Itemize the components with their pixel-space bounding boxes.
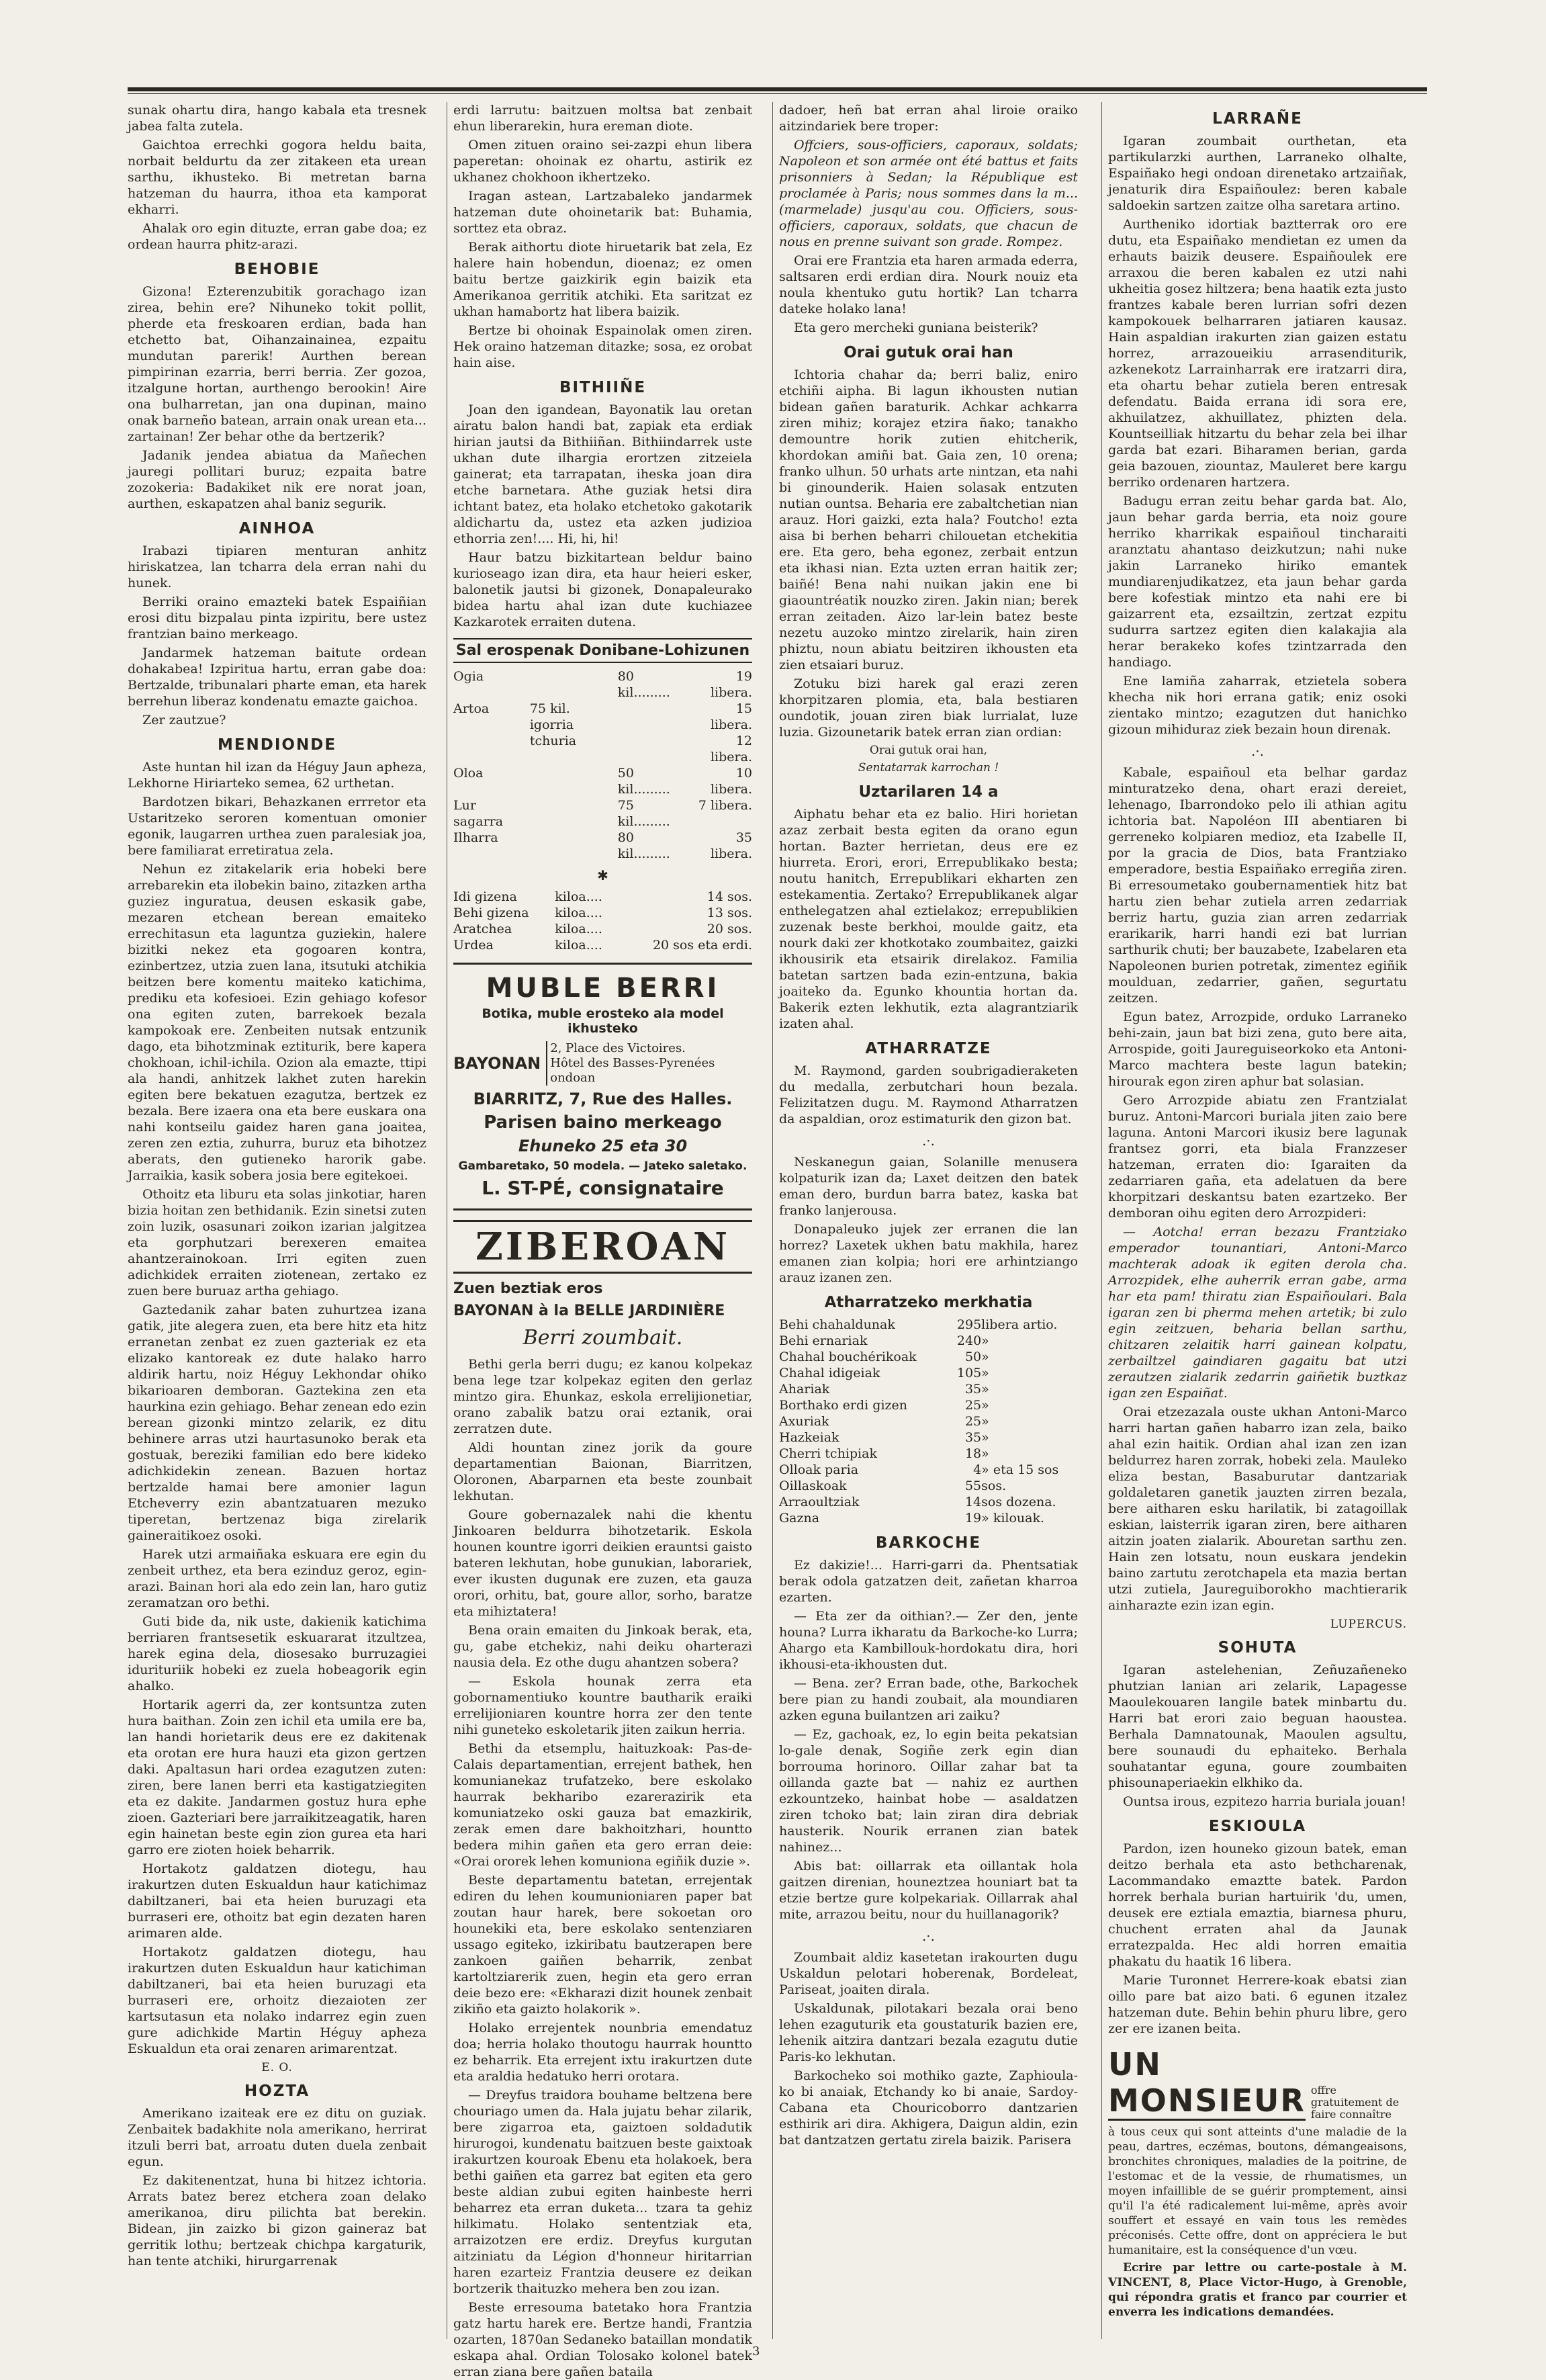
paragraph: Zoumbait aldiz kasetetan irakourten dugu Uskaldun pelotari hoberenak, Bordeleat, Pariseat, joaiten dirala.: [779, 1950, 1078, 1997]
paragraph: Abis bat: oillarrak eta oillantak hola gaitzen direnian, houneztzea houniart bat ta etzie bertze gure kolpekariak. Oillarrak ahal mite, arrazou beitu, nour du huillanagorik?: [779, 1859, 1078, 1922]
paragraph: Hortakotz galdatzen diotegu, hau irakurtzen duten Eskualdun haur katichimaz dabiltzaneri, bai eta heien buruzagi eta burraseri ere, othoitz bat egin dezaten haren arimaren alde.: [128, 1861, 426, 1941]
table-row: Urdea kiloa.... 20 sos eta erdi.: [453, 938, 752, 953]
paragraph: Berriki oraino emazteki batek Espaiñian erosi ditu bizpalau pinta izpiritu, bere ustez frantzian baino merkeago.: [128, 594, 426, 642]
paragraph: Egun batez, Arrozpide, orduko Larraneko behi-zain, jaun bat bizi zena, guto bere aita, Arrospide, goiti Jaureguiseorkoko eta Antoni-Marco machtera beste lagun batekin; hirourak egon ziren aphur bat solasian.: [1108, 1010, 1407, 1089]
paragraph: sunak ohartu dira, hango kabala eta tresnek jabea falta zutela.: [128, 103, 426, 134]
ad-prices: Ehuneko 25 eta 30: [518, 1137, 688, 1155]
section-heading: Uztarilaren 14 a: [858, 783, 999, 801]
paragraph: Joan den igandean, Bayonatik lau oretan airatu balon handi bat, zapiak eta erdiak hirian jautsi da Bithiiñan. Bithiindarrek uste ukhan dute ilhargia erortzen zitzeiela gainerat; eta tarrapatan, iheska joan dira etche barnetara. Athe guziak hetsi dira ichtant batez, eta holako etchetoko gakotarik aldichartu da, ustez eta azken judizioa ethorria zen!.... Hi, hi, hi!: [453, 402, 752, 546]
section-heading: LARRAÑE: [1212, 110, 1303, 128]
paragraph: — Ez, gachoak, ez, lo egin beita pekatsian lo-gale denak, Sogiñe zerk egin dian borrouma horinoro. Oillar zahar bat ta oillanda gazte bat — nahiz ez aurthen ezkountzeko, hainbat hobe — asaldatzen ziren tchoko bat; lain ziran dira debriak hausterik. Nourik erranen zian batek nahinez...: [779, 1727, 1078, 1855]
paragraph: Bethi da etsemplu, haituzkoak: Pas-de-Calais departamentian, errejent bathek, hen komunianekaz trufatzeko, bere eskolako haurrak bekharibo ezarerazirik eta komuniatzeko oski gauza bat emazkirik, zerak emen dare bakhoitzhari, hountto bedera mihin gañen eta gero erran deie: «Orai ororek lehen komuniona egiñik duzie ».: [453, 1741, 752, 1869]
ad-subtitle: Botika, muble erosteko ala model ikhusteko: [482, 1006, 724, 1036]
table-row: Behi gizena kiloa.... 13 sos.: [453, 906, 752, 920]
ziberoan-masthead: ZIBEROAN: [453, 1220, 752, 1274]
section-heading: MENDIONDE: [217, 736, 337, 754]
paragraph: Guti bide da, nik uste, dakienik katichima berriaren frantsesetik eskuararat itzultzea, harek egina dela, diosesako burruzagiei idurituriik hobeki ez zuela hobeagorik egin ahalko.: [128, 1614, 426, 1693]
section-heading: BARKOCHE: [875, 1534, 982, 1552]
section-heading: SOHUTA: [1218, 1639, 1298, 1657]
paragraph: Zotuku bizi harek gal erazi zeren khorpitzaren plomia, eta, bala bestiaren oundotik, jouan ziren biak lurrialat, luze luzia. Gizounetarik batek erran zian ordian:: [779, 676, 1078, 740]
paragraph: Hortarik agerri da, zer kontsuntza zuten hura baithan. Zoin zen ichil eta umila ere ba, lan handi horietarik deus ere ez dakitenak eta orotan ere hura hauzi eta gizon gertzen daki. Apaltasun hari ordea ezagutzen zuten: ziren, bere lanen berri eta kastigatziegiten eta ez dakite. Jandarmen gostuz hura ephe zioen. Gazteriari bere jarraikitzeagatik, haren egin hainetan beste egin zion gurea eta hari garro ere zioten hoiek beharrik.: [128, 1698, 426, 1857]
quote-line: Orai gutuk orai han,: [869, 744, 988, 757]
section-heading: HOZTA: [244, 2082, 310, 2100]
separator-ornament: ✱: [597, 867, 608, 883]
livestock-price-table: [779, 1317, 1078, 1526]
column-divider: [1101, 102, 1102, 2339]
table-row: Chahal idigeiak 105 »: [779, 1366, 989, 1380]
paragraph: Uskaldunak, pilotakari bezala orai beno lehen ezaguturik eta goustaturik bazien ere, lehenik aitzira dantzari bezala ezagutu dutie Paris-ko lekhutan.: [779, 2001, 1078, 2064]
paragraph: Beste departamentu batetan, errejentak ediren du lehen koumunioniaren paper bat zoutan haur harek, bere sokoetan oro hounekiki eta, bere eskolako sentenziaren ussago egiteko, izkiribatu bautzerapen bere zankoen gaiñen beharrik, zenbat kartoltziarerik zuen, hegin eta gero erran deie bezo ere: «Ekharazi dizit hounek zenbait zikiño eta gaizto holakorik ».: [453, 1873, 752, 2017]
table-row: Ahariak 35 »: [779, 1382, 989, 1397]
ad-body: à tous ceux qui sont atteints d'une maladie de la peau, dartres, eczémas, boutons, démangeaisons, bronchites chroniques, maladies de la poitrine, de l'estomac et de la vessie, de rhumatismes, un moyen infaillible de se guérir promptement, ainsi qu'il l'a été radicalement lui-même, après avoir souffert et essayé en vain tous les remèdes préconisés. Cette offre, dont on appréciera le but humanitaire, est la conséquence d'un vœu.: [1108, 2125, 1407, 2257]
paragraph: Ez dakitenentzat, huna bi hitzez ichtoria. Arrats batez berez etchera zoan delako amerikanoa, diru pilichta bat berekin. Bidean, jin zaizko bi gizon gaineraz bat gerritik lothu; bertzeak chichpa kargaturik, han tente atchiki, hirurgarrenak: [128, 2173, 426, 2268]
ad-city-line: BIARRITZ, 7, Rue des Halles.: [473, 1090, 733, 1108]
section-heading: ATHARRATZE: [865, 1040, 992, 1057]
section-heading: Orai gutuk orai han: [844, 344, 1013, 361]
column-3: [779, 102, 1078, 2339]
paragraph: Nehun ez zitakelarik eria hobeki bere arrebarekin eta ilobekin baino, zitazken artha guziez inguratua, deusen eskasik gabe, mezaren etchean berean emaiteko errechitasun eta laguntza guziekin, halere bizitki nekez eta gogoaren kontra, ezinbertzez, utzia zuen lana, itsutuki atchikia beitzen bere komentu maiteko katichima, prediku eta kofesioei. Ezin gehiago kofesor ona egiten zuten, barrekoek bezala kampokoak ere. Zenbeiten nutsak entzunik dago, eta bihotzminak eztiturik, bere kapera chokhoan, ichil-ichila. Ozion ala emazte, ttipi ala handi, anhitzek lakhet zuten harekin egiten bere bekatuen ezagutza, bertzek ez bezala. Bere izaera ona eta bere euskara ona nahi kontseilu gaidez haren gana joaitea, zeren zen eztia, zuhurra, buruz eta bihotzez aberats, den gutieneko harorik gabe. Jarraikia, kasik sobera josia bere egitekoei.: [128, 862, 426, 1183]
paragraph: M. Raymond, garden soubrigadieraketen du medalla, zerbutchari houn bezala. Felizitatzen dugu. M. Raymond Atharratzen da aspaldian, oroz estimaturik den gizon bat.: [779, 1063, 1078, 1127]
table-row: Arraoultziak 14 sos dozena.: [779, 1495, 1056, 1509]
ad-owner: L. ST-PÉ, consignataire: [482, 1177, 724, 1199]
column-divider: [772, 102, 773, 2339]
paragraph: Haur batzu bizkitartean beldur baino kurioseago izan dira, eta haur heieri esker, balonetik jautsi bi gizonek, Donapaleurako bidea hartu ahal izan dute kuchiazee Kazkarotek erraiten dutena.: [453, 550, 752, 629]
paragraph: dadoer, heñ bat erran ahal liroie oraiko aitzindariek bere troper:: [779, 103, 1078, 134]
ad-tagline: Parisen baino merkeago: [484, 1112, 722, 1133]
paragraph: Gizona! Ezterenzubitik gorachago izan zirea, behin ere? Nihuneko tokit pollit, pherde eta freskoaren erdian, bada han etchetto bat, Oihanzainainea, ezpaitu mundutan parerik! Aurthen berean pimpirinan ezarria, berri berria. Zer gozoa, itzalgune hortan, aurthengo berookin! Aire ona bulharretan, jan ona dupinan, maino onak barneño batean, arrain onak urean eta... zartainan! Zer behar othe da bertzerik?: [128, 284, 426, 444]
paragraph: — Eta zer da oithian?.— Zer den, jente houna? Lurra ikharatu da Barkoche-ko Lurra; Ahargo eta Kambillouk-hordokatu dira, hori ikhousi-eta-ikhousten dut.: [779, 1609, 1078, 1672]
paragraph: Ahalak oro egin dituzte, erran gabe doa; ez ordean haurra phitz-arazi.: [128, 221, 426, 252]
paragraph: Kabale, espaiñoul eta belhar gardaz minturatzeko dena, ohart erazi dereiet, lehenago, Ibarrondoko pelo ili athian agitu ichtoria bat. Napoléon III abentiaren bi gerreneko kolpiaren medioz, eta Izabelle II, por la gracia de Dios, bata Frantziako emperadore, bestia Espaiñako erregiña ziren. Bi erresoumetako goubernamentiek hitz bat hartu zien behar zutiela arren zedarriak berriz hartu, guzia zian arren zedarriak erarikarik, harri handi ezi bat lurrian sarthurik chuti; ber bauzabete, Izabelaren eta Napoleonen burien potretak, zimentez egiñik moulduan, zedarrier, gañen, segurtatu zeitzen.: [1108, 765, 1407, 1006]
paragraph: Bertze bi ohoinak Espainolak omen ziren. Hek oraino hatzeman ditazke; sosa, ez orobat hain aise.: [453, 323, 752, 370]
paragraph: Aldi hountan zinez jorik da goure departamentian Baionan, Biarritzen, Oloronen, Abarparnen eta beste zounbait lekhutan.: [453, 1440, 752, 1503]
paragraph: Iragan astean, Lartzabaleko jandarmek hatzeman dute ohoinetarik bat: Buhamia, sorttez eta obraz.: [453, 189, 752, 236]
table-row: Oloa 50 kil......... 10 libera.: [453, 766, 752, 797]
paragraph: Marie Turonnet Herrere-koak ebatsi zian oillo pare bat aizo bati. 6 egunen itzalez hatzeman dute. Behin behin phuru libre, gero zer ere izanen beita.: [1108, 1973, 1407, 2036]
section-heading: Berri zoumbait.: [522, 1326, 683, 1350]
separator-ornament: .·.: [921, 1133, 936, 1149]
table-row: Behi chahaldunak 295 libera artio.: [779, 1317, 1058, 1332]
paragraph: Jandarmek hatzeman baitute ordean dohakabea! Izpiritua hartu, erran gabe doa: Bertzalde, tribunalari pharte eman, eta harek berrehun liberaz kondenatu emazte gaichoa.: [128, 646, 426, 709]
ad-muble-berri: [453, 963, 752, 1210]
separator-ornament: .·.: [1251, 743, 1265, 759]
table-row: Gazna 19 » kilouak.: [779, 1511, 1045, 1526]
ad-address-line: 2, Place des Victoires.: [550, 1041, 686, 1055]
table-row: Oillaskoak 55 sos.: [779, 1479, 1007, 1493]
table-row: Idi gizena kiloa.... 14 sos.: [453, 889, 752, 904]
paragraph: Othoitz eta liburu eta solas jinkotiar, haren bizia hoitan zen bethidanik. Ezin sinetsi zuten zoin luzik, osasunari zoikon izarian jalgitzea eta gorphutzari berexeren emaitea ahantzerainokoan. Irri egiten zuen adichkidek erraiten ziotenean, zertako ez zuen bere buruaz artha gehiago.: [128, 1187, 426, 1298]
paragraph: Gaztedanik zahar baten zuhurtzea izana gatik, jite alegera zuen, eta bere hitz eta hitz erranetan zenbat ez zuen gazteriak ez eta elizako kantoreak ez dute halako harro aldirik hartu, noiz Héguy Lekhondar ohiko bikarioaren demboran. Gaztekina zen eta haurkina ezin gehiago. Behar zenean edo ezin berean gizonki mintzo zelarik, ez ditu behinere arras utzi haurtasunoko berak eta gostuak, bereziki familian edo bere kideko adichkidekin zenean. Bazuen hortaz bertzalde hamai bere amonier lagun Etcheverry ezin abantzatuaren mezuko tiperetan, bertzenaz biga zirelarik gaineraitikoez osoki.: [128, 1303, 426, 1543]
table-row: Aratchea kiloa.... 20 sos.: [453, 922, 752, 936]
table-row: Lur sagarra 75 kil......... 7 libera.: [453, 798, 752, 829]
top-rule: [128, 87, 1427, 91]
column-2: [453, 102, 752, 2379]
table-row: Behi ernariak 240 »: [779, 1333, 989, 1348]
paragraph: — Eskola hounak zerra eta gobornamentiuko kountre bautharik eraiki errelijioniaren kountre horra zer den tente nihi guneteko eskoletarik jiten zaikun herria.: [453, 1674, 752, 1737]
paragraph: Donapaleuko jujek zer erranen die lan horrez? Laxetek ukhen batu makhila, harez emanen zian kolpia; hori ere arhintziango arauz izanen zen.: [779, 1222, 1078, 1285]
paragraph: Neskanegun gaian, Solanille menusera kolpaturik izan da; Laxet deitzen den batek eman dero, burdun barra batez, kaska bat franko lanjerousa.: [779, 1155, 1078, 1218]
section-heading: AINHOA: [238, 520, 316, 537]
paragraph: Igaran astelehenian, Zeñuzañeneko phutzian lanian ari zelarik, Lapagesse Maoulekouaren langile batek minbartu du. Harri bat erori zaio beguan haoustea. Berhala Damnatounak, Maoulen agsultu, bere sounaudi du ephaiteko. Berhala souhatantar eguna, goure zoumbaiten phisounaperiaekin elkhiko da.: [1108, 1663, 1407, 1790]
signature: E. O.: [261, 2061, 293, 2074]
paragraph: Offciers, sous-officiers, caporaux, soldats; Napoleon et son armée ont été battus et faits prisonniers à Sedan; la République est proclamée à Paris; nous sommes dans la m... (marmelade) jusqu'au cou. Officiers, sous-officiers, caporaux, soldats, que chacun de nous en prenne suivant son grade. Rompez.: [779, 138, 1078, 249]
table-row: Artoa 75 kil. igorria 15 libera.: [453, 701, 752, 732]
ad-line: Zuen beztiak eros: [453, 1280, 603, 1297]
paragraph: Ountsa irous, ezpitezo harria buriala jouan!: [1123, 1794, 1406, 1809]
ad-subtitle: offre gratuitement de faire connaître: [1310, 2084, 1400, 2121]
paragraph: Eta gero mercheki guniana beisterik?: [794, 320, 1038, 335]
paragraph: Irabazi tipiaren menturan anhitz hiriskatzea, lan tcharra dela erran nahi du hunek.: [128, 543, 426, 590]
paragraph: Omen zituen oraino sei-zazpi ehun libera paperetan: ohoinak ez ohartu, astirik ez ukhanez chokhoon ikhertzeko.: [453, 138, 752, 185]
table-row: Axuriak 25 »: [779, 1414, 989, 1429]
paragraph: Berak aithortu diote hiruetarik bat zela, Ez halere hain hobendun, dioenaz; ez omen baitu bertze gaizkirik egin baizik eta Amerikanoa gerritik atchiki. Eta saritzat ez ukhan hamabortz hat libera baizik.: [453, 240, 752, 319]
table-row: Chahal bouchérikoak 50 »: [779, 1350, 989, 1364]
ad-city: BAYONAN: [453, 1054, 541, 1073]
market-heading: Sal erospenak Donibane-Lohizunen: [453, 638, 752, 663]
paragraph: Amerikano izaiteak ere ez ditu on guziak. Zenbaitek badakhite nola amerikano, herrirat itzuli berri bat, arroatu duten duela zenbait egun.: [128, 2106, 426, 2169]
paragraph: erdi larrutu: baitzuen moltsa bat zenbait ehun liberarekin, hura ereman diote.: [453, 103, 752, 134]
ad-line: BAYONAN à la BELLE JARDINIÈRE: [453, 1303, 725, 1319]
ad-monsieur-header: [1108, 2046, 1407, 2121]
paragraph: Hortakotz galdatzen diotegu, hau irakurtzen duten Eskualdun haur katichiman dabiltzaneri, bai eta heien buruzagi eta burraseri ere, orhoitz diezaioten zer kartsutasun eta nolako indarrez egin zuen gure adichkide Martin Héguy apheza Eskualdun eta orai zenaren arimarentzat.: [128, 1945, 426, 2056]
paragraph: Orai etzezazala ouste ukhan Antoni-Marco harri hartan gañen habarro izan zela, baiko ahal ezin haitik. Ordian ahal izan zen izan beldurrez haren zorrak, hobeki zela. Mauleko eliza bestan, Basaburutar dantzariak goldaletaren ganetik jauzten zirren bezala, bere aitharen esku harilatik, bi zatagoillak eskian, laisterrik igaran ziren, bere aitharen aitzin joaten zialarik. Abouretan sarthu zen. Hain zen lotsatu, noun euskara jendekin baino zartutu zerotchapela eta mazia bertan utzi zutiela, Jaureguiborokho machtierarik ainharazte ezin izan egin.: [1108, 1405, 1407, 1613]
market-table: [453, 668, 752, 862]
separator-ornament: .·.: [921, 1928, 936, 1944]
section-heading: BITHIIÑE: [559, 379, 647, 396]
paragraph: Jadanik jendea abiatua da Mañechen jauregi pollitari buruz; ezpaita batre zozokeria: Badakiket nik ere norat joan, aurthen, eskapatzen ahal baniz segurik.: [128, 448, 426, 511]
table-row: Cherri tchipiak 18 »: [779, 1446, 989, 1461]
top-rule-thin: [128, 93, 1427, 94]
paragraph: Aste huntan hil izan da Héguy Jaun apheza, Lekhorne Hiriarteko semea, 62 urthetan.: [128, 760, 426, 791]
table-row: Borthako erdi gizen 25 »: [779, 1398, 989, 1413]
paragraph: Ez dakizie!... Harri-garri da. Phentsatiak berak odola gatzatzen deit, zañetan kharroa ezarten.: [779, 1558, 1078, 1605]
table-row: Ilharra 80 kil......... 35 libera.: [453, 830, 752, 861]
paragraph: Bena orain emaiten du Jinkoak berak, eta, gu, gabe etchekiz, nahi deiku oharterazi nausia dela. Ez othe dugu ahantzen sobera?: [453, 1623, 752, 1670]
table-row: Olloak paria 4 » eta 15 sos: [779, 1462, 1059, 1477]
column-1: [128, 102, 426, 2339]
ad-title: MUBLE BERRI: [486, 973, 720, 1004]
meat-table: [453, 889, 752, 953]
paragraph: Harek utzi armaiñaka eskuara ere egin du zenbeit urthez, eta bera ezinduz geroz, egin-arazi. Bainan hori ala edo zein lan, haro gutiz zeramatzan oro bethi.: [128, 1547, 426, 1610]
section-heading: Atharratzeko merkhatia: [824, 1294, 1033, 1311]
paragraph: Igaran zoumbait ourthetan, eta partikularzki aurthen, Larraneko olhalte, Espaiñako hegi ondoan direnetako artzaiñak, jenaturik dira Espaiñoulez: beren kabale saldoekin sartzen zaitze olha saretara artino.: [1108, 134, 1407, 213]
ad-address: Ecrire par lettre ou carte-postale à M. VINCENT, 8, Place Victor-Hugo, à Grenoble, qui répondra gratis et franco par courrier et enverra les indications demandées.: [1108, 2261, 1407, 2319]
paragraph: Bardotzen bikari, Behazkanen errretor eta Ustaritzeko seroren komentuan omonier egonik, laugarren urthea zuen paralesiak joa, bere familiarat erretiratua zela.: [128, 795, 426, 858]
table-row: Hazkeiak 35 »: [779, 1430, 989, 1445]
paragraph: Gaichtoa errechki gogora heldu baita, norbait beldurtu da zer zitakeen eta urean sarthu, ikhusteko. Bi metretan barna hatzeman du haurra, ithoa eta kamporat ekharri.: [128, 138, 426, 217]
quote-line: Sentatarrak karrochan !: [858, 761, 999, 775]
paragraph: Orai ere Frantzia eta haren armada ederra, saltsaren erdi erdian dira. Nourk nouiz eta noula khentuko gutu hortik? Lan tcharra dateke holako lana!: [779, 253, 1078, 316]
paragraph: — Dreyfus traidora bouhame beltzena bere chouriago umen da. Hala jujatu behar zilarik, bere zigarroa eta, gaiztoen soldadutik hirurogoi, kundenatu baitzuen beste gaixtoak irakurtzen kouroak Ebenu eta holakoek, bera bethi gaiñen eta garrez bat egiten eta gero beste aldian zubui egiten hainbeste herri beharrez eta erran duketa... tzara ta gehiz hilkimatu. Holako sententziak eta, arraizotzen ere erdiz. Dreyfus kurgutan aitziniatu da Légion d'honneur hiritarrian haren ezarteiz Frantzia deusere ez deikan bortzerik thaituzko mehera ben zou izan.: [453, 2088, 752, 2296]
paragraph: Barkocheko soi mothiko gazte, Zaphioula-ko bi anaiak, Etchandy ko bi anaie, Sardoy-Cabana eta Chouricoborro dantzarien esthirik ari dira. Akhigera, Daigun aldin, ezin bat dantzatzen gertatu zirela baizik. Parisera: [779, 2068, 1078, 2148]
ad-note: Gambaretako, 50 modela. — Jateko saletako.: [458, 1159, 747, 1173]
section-heading: ESKIOULA: [1208, 1818, 1307, 1835]
paragraph: Badugu erran zeitu behar garda bat. Alo, jaun behar garda berria, eta noiz goure herriko kharrikak espaiñoul tincharaiti aranztatu ahantaso deizkutzun; nahi nuke jakin Larraneko hiriko emantek mundiarenjudikatzez, eta jaun behar garda bere kofestiak mintzo eta nahi ere bi gaizarrent eta, ezsailtzin, zertzat ezpitu sudurra sartzez egiten dien kalakajia ala herar berakeko kofes tzintzarrada den handiago.: [1108, 494, 1407, 670]
paragraph: Holako errejentek nounbria emendatuz doa; herria holako thoutogu haurrak hountto ez beharrik. Eta errejent ixtu irakurtzen dute eta araldia hedatuko herri orotara.: [453, 2021, 752, 2084]
paragraph: — Aotcha! erran bezazu Frantziako emperador tounantiari, Antoni-Marco machterak adoak ik egiten derola cha. Arrozpidek, elhe auherrik erran gabe, arma har eta pam! thiratu zian Espaiñoulari. Bala igaran zen bi pherma mehen artetik; bi zulo egin zeitzuen, beharia bellan sarthu, chitzaren zelaitik harri gainean kolpatu, zerbailtzel gaindiaren gagaitu bat utzi zerautzen zialarik zedarrin gaiñetik buztkaz igan zen Espaiñat.: [1108, 1225, 1407, 1401]
paragraph: Aiphatu behar eta ez balio. Hiri horietan azaz zerbait besta egiten da orano egun hortan. Bazter herrietan, deus ere ez hiurreta. Erori, erori, Errepublikako besta; noutu hanitch, Errepublikari ekharten zen estekamentia. Zertako? Errepublikanek algar enthelegatzen ahal eztielakoz; errepublikien zuzenak beste berkhoi, moulde gaitz, eta nourk daki zer khotkotako zoumbaitez, gaizki ikhousirik eta etsairik direlakoz. Familia batetan sartzen bada ezin-entzuna, bakia joaiteko da. Egunko khountia hortan da. Bakerik ezten lekhutik, ezta alagrantziarik izaten ahal.: [779, 807, 1078, 1031]
paragraph: Pardon, izen houneko gizoun batek, eman deitzo berhala eta asto bethcharenak, Lacommandako emaztte batek. Pardon horrek berhala burian hartuirik 'du, umen, deusek ere eztiala emaztia, biarnesa phuru, chuchent erraten ahal da Jaunak erratezpalda. Hec aldi horren emaitia phakatu du haatik 16 libera.: [1108, 1841, 1407, 1969]
paragraph: Ene lamiña zaharrak, etzietela sobera khecha nik hori errana gatik; eniz osoki zientako mintzo; ezagutzen dut hanichko gizoun mihiduraz ziek bezain houn direnak.: [1108, 674, 1407, 737]
page-number: 3: [752, 2344, 760, 2359]
paragraph: Aurtheniko idortiak baztterrak oro ere dutu, eta Espaiñako mendietan ez umen da erhauts baizik deusere. Espaiñoulek ere arraxou die beren kabalen ez utzi nahi ukheitia gosez hiltzera; bena haatik ezta justo frantzes kabale beren lurrian sofri dezen kampokouek belharraren jatiaren kausaz. Hain aspaldian irakurten zian gaizen estatu horrez, arrazoueikiu arrasenditurik, azkenekotz Larrainharrak ere iratzarri dira, eta ohartu behar zutiela beren entresak defendatu. Baida errana idi sora ere, akhuilatzez, akhuillatez, phizten dela. Kountseilliak hitzartu du behar zela bei ilhar garda bat ezari. Biharamen berian, garda geia bazouen, ziountaz, Mauleret bere kargu berriko ordenaren hartzera.: [1108, 217, 1407, 490]
paragraph: Zer zautzue?: [142, 713, 226, 728]
table-row: Ogia 80 kil......... 19 libera.: [453, 669, 752, 700]
paragraph: Bethi gerla berri dugu; ez kanou kolpekaz bena lege tzar kolpekaz egiten den gerlaz mintzo gira. Ehunkaz, eskola errelijionetiar, orano zabalik batzu orai eztanik, orai zerratzen dute.: [453, 1357, 752, 1436]
paragraph: Beste erresouma batetako hora Frantzia gatz hartu harek ere. Bertze handi, Frantzia ozarten, 1870an Sedaneko bataillan mondatik eskapa ahal. Ordian Tolosako kolonel batek erran ziana bere gañen bataila: [453, 2300, 752, 2379]
paragraph: Gero Arrozpide abiatu zen Frantzialat buruz. Antoni-Marcori buriala jiten zaio bere laguna. Antoni Marcori ikusiz bere lagunak frantsez gorri, eta biala Franzzeser hatzeman, erraten dio: Igaraiten da zedarriaren gaña, eta adelatuen da bere khorpitzari deskantsu baten ezartzeko. Ber demboran oihu egiten dero Arrozpideri:: [1108, 1093, 1407, 1221]
paragraph: — Bena. zer? Erran bade, othe, Barkochek bere pian zu handi zoubait, ala moundiaren azken eguna builantzen ari zaiku?: [779, 1676, 1078, 1723]
signature: LUPERCUS.: [1330, 1618, 1407, 1631]
ad-title: UN MONSIEUR: [1108, 2046, 1306, 2121]
table-row: tchuria 12 libera.: [529, 734, 752, 764]
section-heading: BEHOBIE: [234, 261, 320, 278]
paragraph: Goure gobernazalek nahi die khentu Jinkoaren beldurra bihotzetarik. Eskola hounen kountre igorri deikien erauntsi gaisto bateren lekhutan, hobe gunukian, laborariek, ever ikusten dugunak ere zuzen, eta gauza orori, orhitu, bat, goure allor, sorho, baratze eta mihiztatera!: [453, 1507, 752, 1619]
ad-address: [453, 1041, 752, 1086]
ad-address-line: Hôtel des Basses-Pyrenées ondoan: [550, 1056, 715, 1085]
paragraph: Ichtoria chahar da; berri baliz, eniro etchiñi aipha. Bi lagun ikhousten nutian bidean gañen baraturik. Achkar achkarra ziren mihiz; korajez etzira ñako; tanakho demountre horik zutien ehitcherik, khordokan amiñi bat. Gaia zen, 10 orena; franko ulhun. 50 urhats arte nintzan, eta nahi bi ginounderik. Haien solasak entzuten nutian ountsa. Beharia ere zabaltchetian nian arauz. Hori gaizki, ezta hala? Foutcho! ezta aisa bi berhen beharri chilouetan etchekitia ere. Eta gero, beha egonez, zerbait entzun eta ikhasi nian. Ezta uzten erran haitik zer; baiñé! Bena nahi nuikan jakin ene bi giaountréatik nouzko ziren. Jakin nian; berek erran zeitaden. Aizo lar-lein batez beste nezetu auzoko mintzo zirelarik, hain ziren phiztu, noun abiatu beitziren ikhousten eta zien etsaiari buruz.: [779, 367, 1078, 672]
column-4: [1108, 102, 1407, 2339]
